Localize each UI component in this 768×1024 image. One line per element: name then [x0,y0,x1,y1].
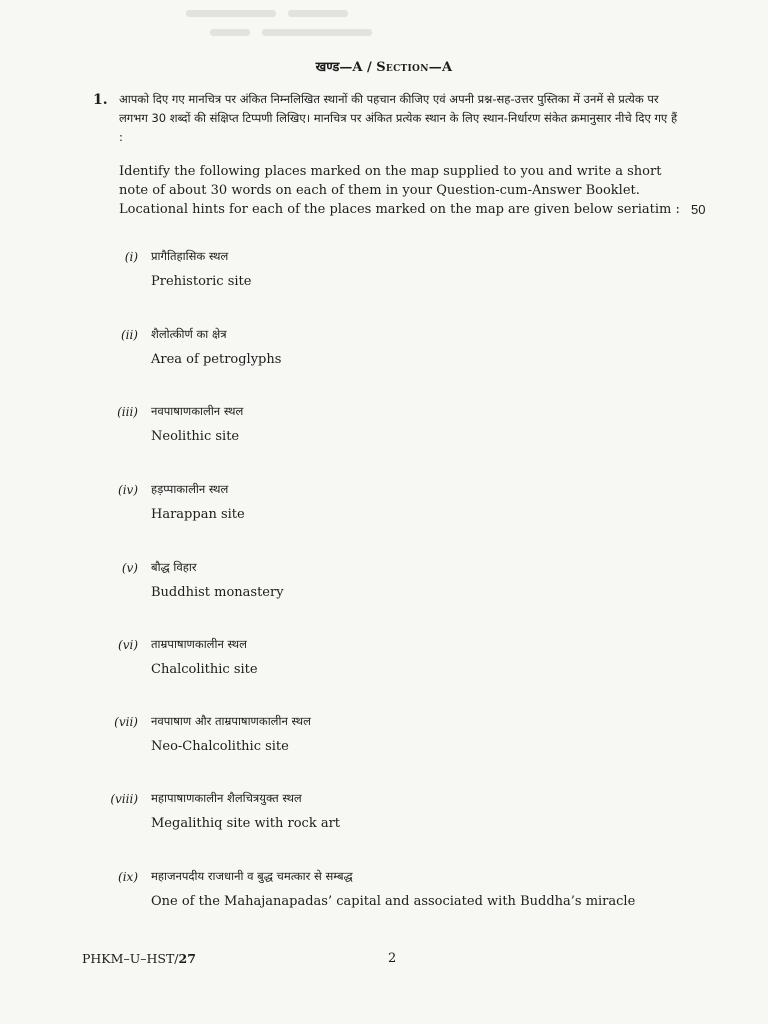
item-english: Prehistoric site [151,274,252,289]
section-heading [0,57,768,75]
item-number: (iv) [118,483,138,497]
item-hindi: नवपाषाण और ताम्रपाषाणकालीन स्थल [151,714,311,728]
item-english: Neolithic site [151,429,240,444]
item-number: (iii) [117,405,138,419]
item-english: Harappan site [151,507,245,522]
question-marks: 50 [691,202,706,217]
item-english: Buddhist monastery [151,585,284,600]
item-hindi: महापाषाणकालीन शैलचित्रयुक्त स्थल [151,791,302,805]
item-number: (viii) [110,792,138,806]
paper-code [82,951,196,966]
item-number: (ix) [118,870,138,884]
item-english: Chalcolithic site [151,662,258,677]
item-number: (v) [121,561,138,575]
item-number: (vi) [118,638,138,652]
section-heading-hindi: खण्ड—A / [315,60,372,75]
item-hindi: हड़प्पाकालीन स्थल [151,482,229,496]
item-hindi: प्रागैतिहासिक स्थल [151,249,229,263]
section-heading-english: Section—A [376,60,453,75]
page-number: 2 [388,951,397,966]
question-text-english: Identify the following places marked on the map supplied to you and write a short note of about 30 words on each of them in your Question-cum-Answer Booklet. Locational hints for each of the places marked on the map are given below seriatim : [119,164,680,217]
paper-code-number: 27 [178,951,196,966]
item-number: (vii) [114,715,138,729]
item-english: Area of petroglyphs [151,352,282,367]
bleed-through-marks [180,6,440,50]
item-hindi: ताम्रपाषाणकालीन स्थल [151,637,247,651]
item-english: One of the Mahajanapadas’ capital and associated with Buddha’s miracle [151,894,636,909]
question-number: 1. [93,92,108,108]
item-hindi: महाजनपदीय राजधानी व बुद्ध चमत्कार से सम्बद्ध [151,869,353,883]
question-text-hindi: आपको दिए गए मानचित्र पर अंकित निम्नलिखित स्थानों की पहचान कीजिए एवं अपनी प्रश्न-सह-उत्तर पुस्तिका में उनमें से प्रत्येक पर लगभग 30 शब्दों की संक्षिप्त टिप्पणी लिखिए। मानचित्र पर अंकित प्रत्येक स्थान के लिए स्थान-निर्धारण संकेत क्रमानुसार नीचे दिए गए हैं : [119,92,678,144]
paper-code-prefix: PHKM–U–HST/ [82,951,179,966]
item-hindi: बौद्ध विहार [151,560,197,574]
item-number: (i) [124,250,138,264]
item-english: Neo-Chalcolithic site [151,739,289,754]
item-hindi: शैलोत्कीर्ण का क्षेत्र [151,327,227,341]
item-hindi: नवपाषाणकालीन स्थल [151,404,244,418]
item-number: (ii) [120,328,138,342]
item-english: Megalithiq site with rock art [151,816,341,831]
